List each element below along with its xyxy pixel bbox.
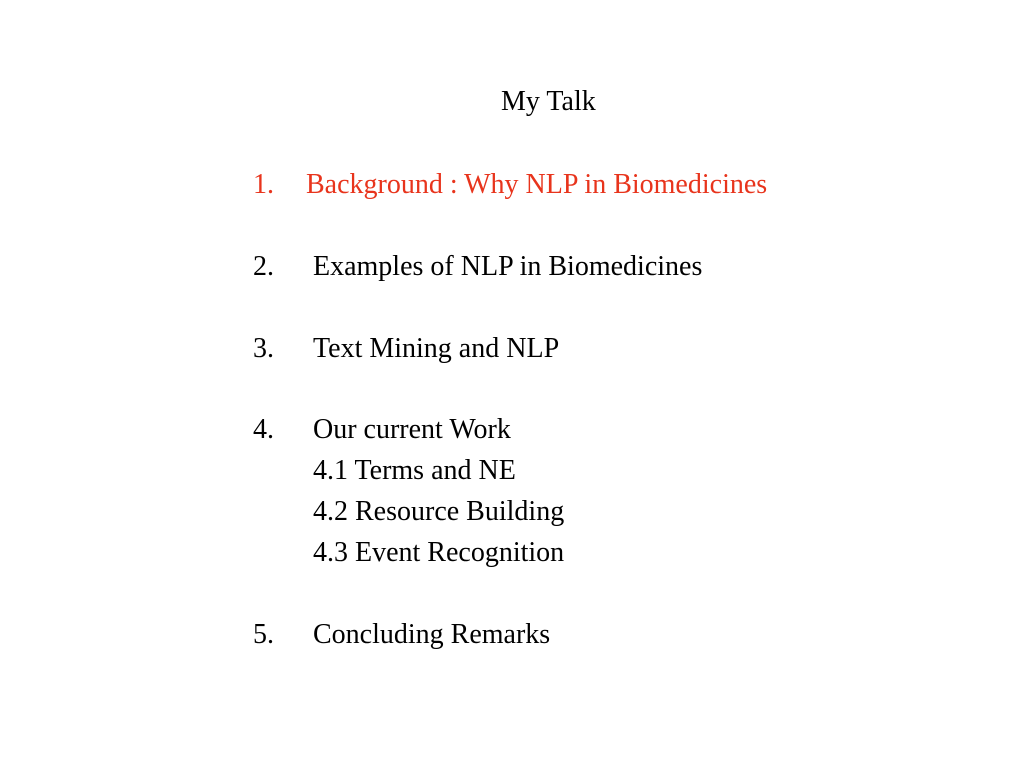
slide-title: My Talk [501, 86, 596, 117]
item-text: Text Mining and NLP [313, 333, 560, 364]
item-number: 3. [253, 333, 274, 364]
item-text: Concluding Remarks [313, 619, 551, 650]
item-number: 1. [253, 169, 274, 200]
outline-subitem-terms: 4.1 Terms and NE [313, 455, 516, 486]
outline-subitem-event: 4.3 Event Recognition [313, 537, 565, 568]
outline-subitem-resource: 4.2 Resource Building [313, 496, 565, 527]
item-number: 5. [253, 619, 274, 650]
item-text: Examples of NLP in Biomedicines [313, 251, 703, 282]
item-text: Our current Work [313, 414, 511, 445]
item-text: Background : Why NLP in Biomedicines [306, 169, 768, 200]
item-number: 4. [253, 414, 274, 445]
item-number: 2. [253, 251, 274, 282]
